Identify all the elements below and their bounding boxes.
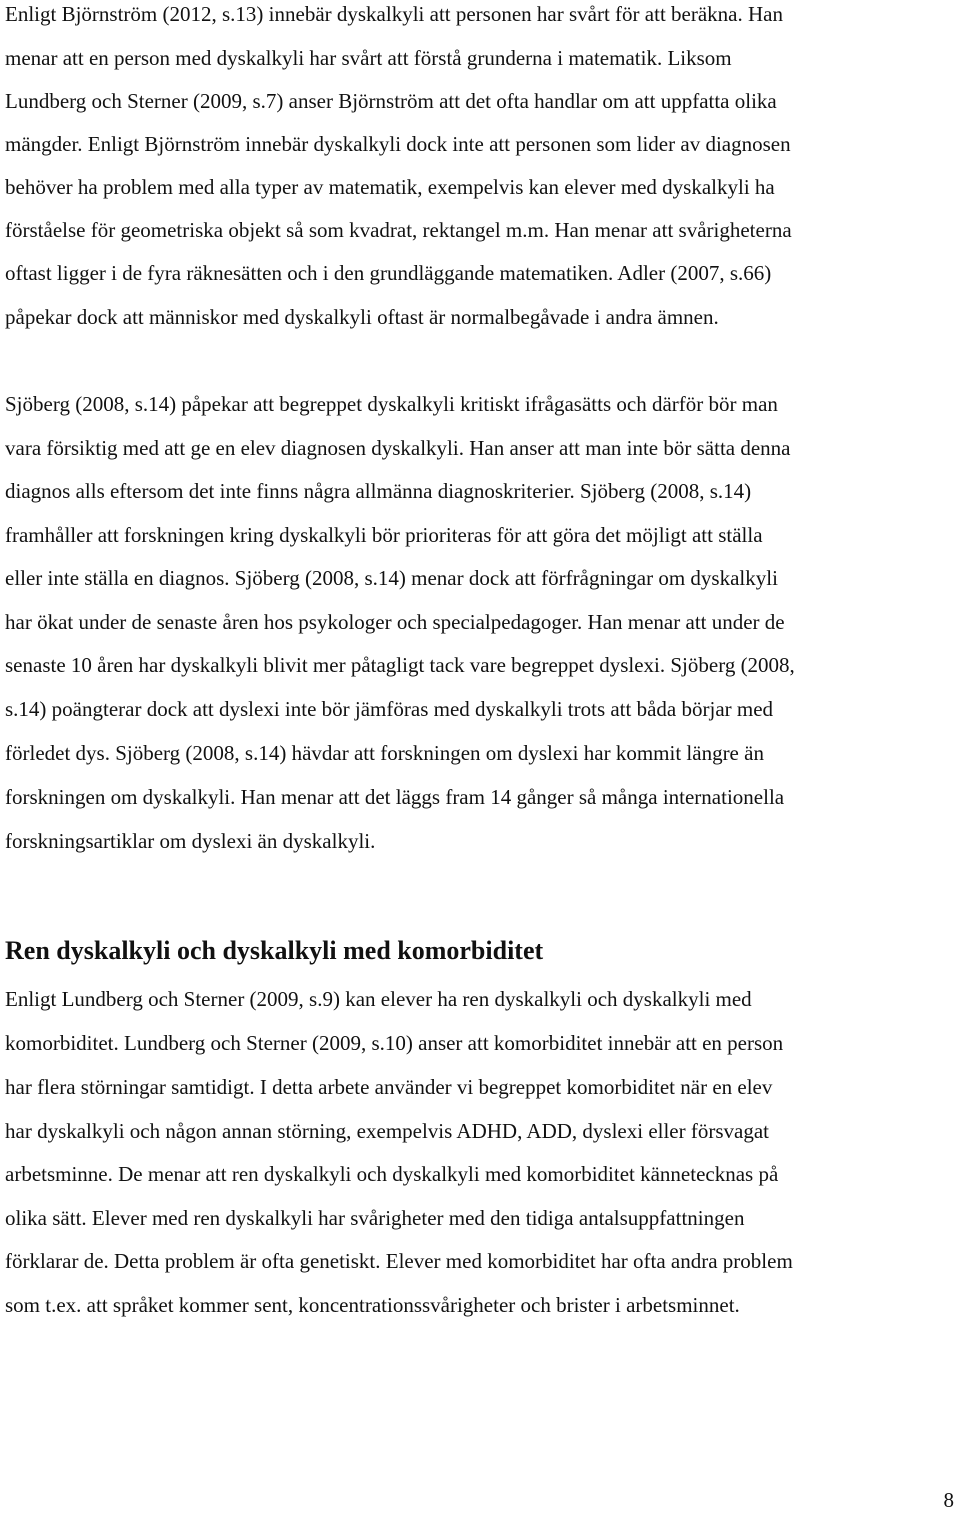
paragraph-line: senaste 10 åren har dyskalkyli blivit mer påtagligt tack vare begreppet dyslexi. Sjöberg (2008, [5, 653, 795, 677]
paragraph-line: komorbiditet. Lundberg och Sterner (2009, s.10) anser att komorbiditet innebär att en person [5, 1031, 784, 1055]
paragraph-line: mängder. Enligt Björnström innebär dyskalkyli dock inte att personen som lider av diagnosen [5, 132, 791, 156]
paragraph-line: förledet dys. Sjöberg (2008, s.14) hävdar att forskningen om dyslexi har kommit längre än [5, 741, 764, 765]
paragraph-line: har flera störningar samtidigt. I detta arbete använder vi begreppet komorbiditet när en elev [5, 1075, 773, 1099]
paragraph-line: har dyskalkyli och någon annan störning, exempelvis ADHD, ADD, dyslexi eller försvagat [5, 1119, 770, 1143]
paragraph-line: Enligt Lundberg och Sterner (2009, s.9) kan elever ha ren dyskalkyli och dyskalkyli med [5, 987, 752, 1011]
paragraph-line: arbetsminne. De menar att ren dyskalkyli och dyskalkyli med komorbiditet kännetecknas på [5, 1162, 779, 1186]
paragraph-line: forskningen om dyskalkyli. Han menar att det läggs fram 14 gånger så många internationella [5, 785, 785, 809]
paragraph-line: forskningsartiklar om dyslexi än dyskalkyli. [5, 829, 376, 853]
paragraph-line: oftast ligger i de fyra räknesätten och i den grundläggande matematiken. Adler (2007, s.66) [5, 261, 772, 285]
paragraph-line: förklarar de. Detta problem är ofta genetiskt. Elever med komorbiditet har ofta andra problem [5, 1249, 793, 1273]
paragraph-line: behöver ha problem med alla typer av matematik, exempelvis kan elever med dyskalkyli ha [5, 175, 775, 199]
paragraph-line: olika sätt. Elever med ren dyskalkyli har svårigheter med den tidiga antalsuppfattningen [5, 1206, 745, 1230]
page-number: 8 [943, 1488, 954, 1512]
section-heading: Ren dyskalkyli och dyskalkyli med komorbiditet [5, 936, 544, 965]
paragraph-line: menar att en person med dyskalkyli har svårt att förstå grunderna i matematik. Liksom [5, 46, 732, 70]
paragraph-line: eller inte ställa en diagnos. Sjöberg (2008, s.14) menar dock att förfrågningar om dyskalkyli [5, 566, 778, 590]
paragraph-line: framhåller att forskningen kring dyskalkyli bör prioriteras för att göra det möjligt att ställa [5, 523, 763, 547]
paragraph-line: Enligt Björnström (2012, s.13) innebär dyskalkyli att personen har svårt för att beräkna. Han [5, 2, 783, 26]
paragraph-line: Lundberg och Sterner (2009, s.7) anser Björnström att det ofta handlar om att uppfatta olika [5, 89, 777, 113]
paragraph-line: som t.ex. att språket kommer sent, koncentrationssvårigheter och brister i arbetsminnet. [5, 1293, 740, 1317]
paragraph-line: förståelse för geometriska objekt så som kvadrat, rektangel m.m. Han menar att svårigheterna [5, 218, 792, 242]
paragraph-line: påpekar dock att människor med dyskalkyli oftast är normalbegåvade i andra ämnen. [5, 305, 719, 329]
paragraph-line: har ökat under de senaste åren hos psykologer och specialpedagoger. Han menar att under de [5, 610, 785, 634]
paragraph-line: s.14) poängterar dock att dyslexi inte bör jämföras med dyskalkyli trots att båda börjar med [5, 697, 774, 721]
paragraph-line: diagnos alls eftersom det inte finns några allmänna diagnoskriterier. Sjöberg (2008, s.14) [5, 479, 752, 503]
paragraph-line: Sjöberg (2008, s.14) påpekar att begreppet dyskalkyli kritiskt ifrågasätts och därför bör man [5, 392, 778, 416]
paragraph-line: vara försiktig med att ge en elev diagnosen dyskalkyli. Han anser att man inte bör sätta denna [5, 436, 791, 460]
